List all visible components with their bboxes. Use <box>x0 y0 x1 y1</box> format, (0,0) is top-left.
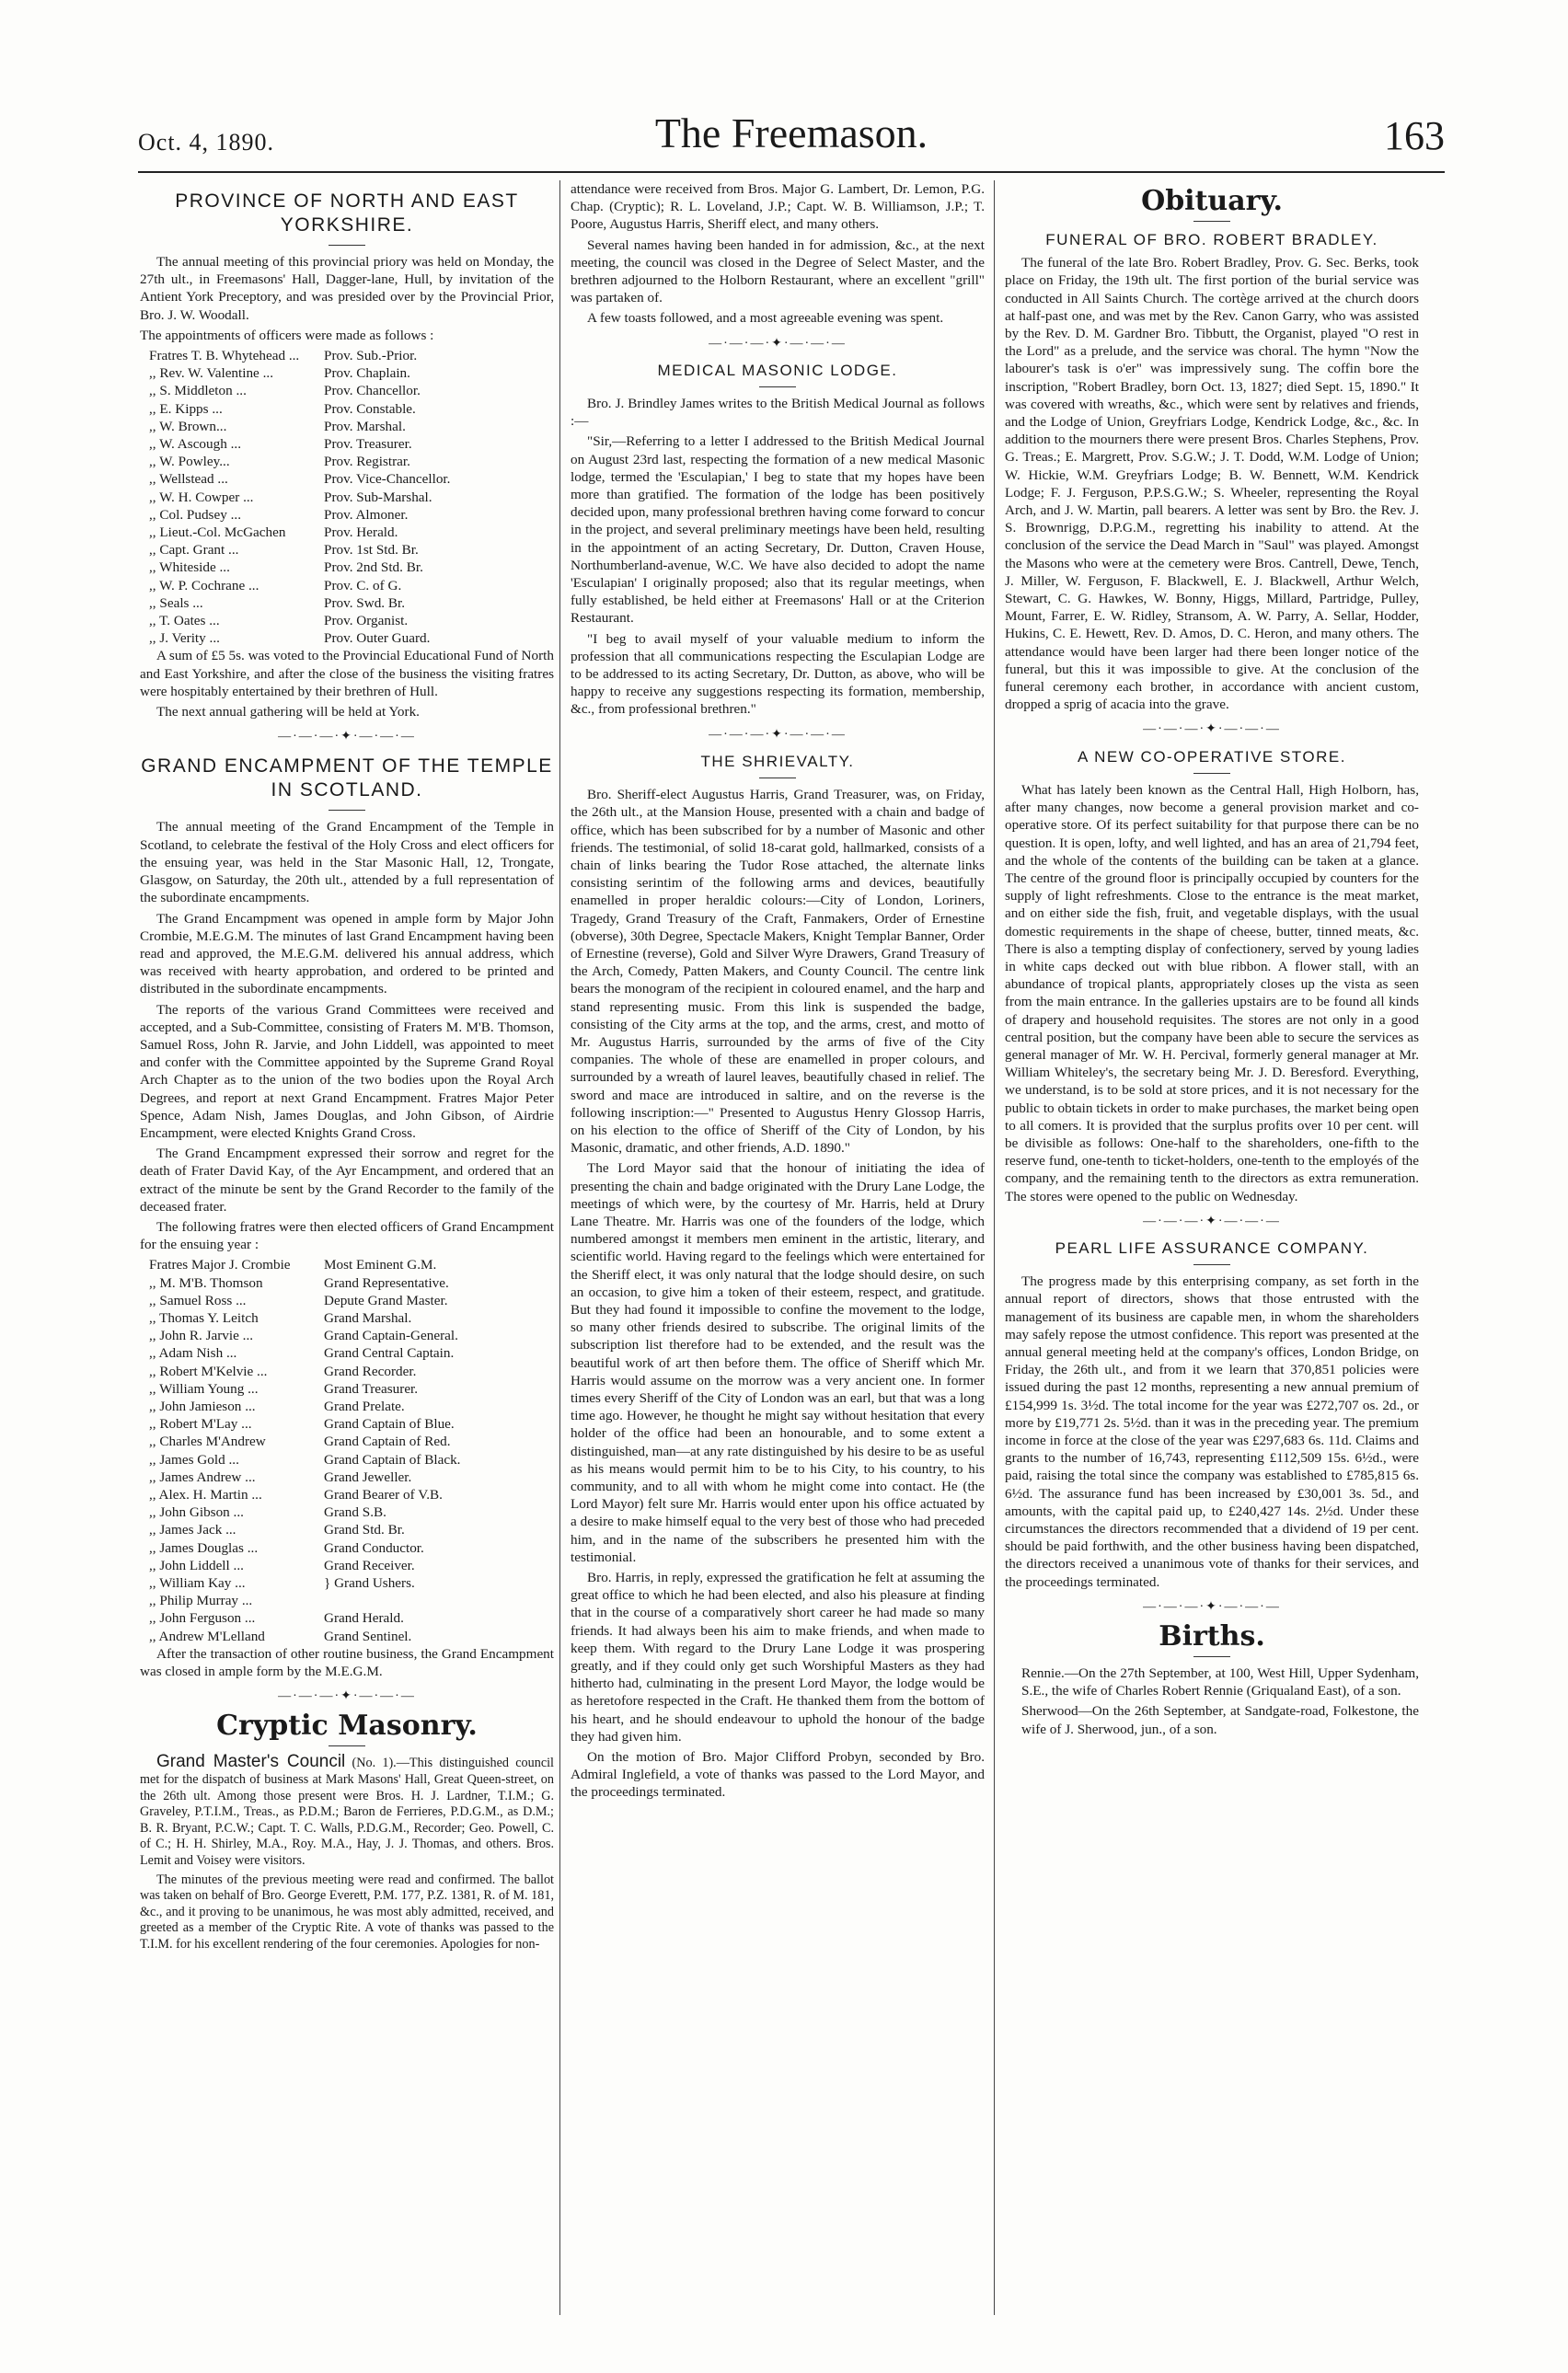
officer-office: Prov. Marshal. <box>324 418 406 434</box>
officer-office: Prov. 1st Std. Br. <box>324 542 419 559</box>
paragraph: "I beg to avail myself of your valuable medium to inform the profession that all communications respecting the Esculapian Lodge are to be addressed to its acting Secretary, Dr. Dutton, as above, who will be happy to receive any suggestions respecting its formation, membership, &c., from professional brethren." <box>571 630 985 718</box>
divider <box>329 810 365 811</box>
ornament-divider: —·—·—·✦·—·—·— <box>1143 722 1281 737</box>
officer-name: ,, Alex. H. Martin ... <box>149 1487 262 1503</box>
paragraph: "Sir,—Referring to a letter I addressed to the British Medical Journal on August 23rd last, respecting the formation of a new medical Masonic lodge, termed the 'Esculapian,' I beg to state that my hopes have been more than gratified. The formation of the lodge has been positively decided upon, many professional brethren having come forward to concur in the project, and several preliminary meetings have been held, resulting in the appointment of an acting Secretary, Dr. Dutton, Craven House, Northumberland-avenue, W.C. We have also decided to adopt the name 'Esculapian' I originally proposed; also that its regular meetings, when fully established, be held either at Freemasons' Hall or at the Criterion Restaurant. <box>571 433 985 627</box>
officer-row <box>140 1380 554 1398</box>
section-heading-cryptic-masonry: Cryptic Masonry. <box>216 1710 478 1743</box>
officer-office: Prov. Treasurer. <box>324 436 412 453</box>
divider <box>1193 221 1230 222</box>
paragraph: The progress made by this enterprising company, as set forth in the annual report of directors, shows that those entrusted with the management of its business are capable men, in whom the shareholders may safely repose the utmost confidence. This report was presented at the annual general meeting held at the company's offices, London Bridge, on Friday, the 26th ult., and from it we learn that 370,851 policies were issued during the past 12 months, representing a new annual premium of £154,999 1s. 3½d. The total income for the year was £272,707 os. 2d., or more by £19,771 2s. 5½d. than it was in the preceding year. The premium income in force at the close of the year was £297,683 6s. 11d. Claims and grants to the number of 16,743, representing £112,509 15s. 6½d., were paid, raising the total since the company was established to £785,815 6s. 6½d. The assurance fund has been increased by £30,001 3s. 5d., and amounts, with the capital paid up, to £240,427 14s. 2½d. Under these circumstances the directors recommended that a dividend of 19 per cent. should be paid forthwith, and the other business having been dispatched, the directors received a unanimous vote of thanks for their services, and the proceedings terminated. <box>1005 1273 1419 1590</box>
officer-office: Grand Captain-General. <box>324 1328 458 1344</box>
officer-office: Prov. Organist. <box>324 613 409 629</box>
paragraph: The Grand Encampment expressed their sorrow and regret for the death of Frater David Kay, of the Ayr Encampment, and ordered that an extract of the minute be sent by the Grand Recorder to the family of the deceased frater. <box>140 1146 554 1215</box>
paragraph: Several names having been handed in for admission, &c., at the next meeting, the council was closed in the Degree of Select Master, and the brethren adjourned to the Holborn Restaurant, where an excellent "grill" was partaken of. <box>571 236 985 306</box>
column-3 <box>1005 180 1419 1741</box>
officer-row <box>140 1274 554 1292</box>
officer-row <box>140 1592 554 1609</box>
officer-row <box>140 400 554 418</box>
ornament-divider: —·—·—·✦·—·—·— <box>1143 1599 1281 1614</box>
officer-name: ,, W. P. Cochrane ... <box>149 577 259 593</box>
ornament-divider: —·—·—·✦·—·—·— <box>278 730 416 744</box>
officer-office: Prov. Constable. <box>324 400 416 417</box>
paragraph: What has lately been known as the Central Hall, High Holborn, has, after many changes, now become a general provision market and co-operative store. Of its perfect suitability for that purpose there can be no question. It is open, lofty, and well lighted, and has an area of 21,794 feet, and the whole of the contents of the building can be taken at a glance. The centre of the ground floor is principally occupied by counters for the supply of light refreshments. Close to the entrance is the meat market, and on either side the fish, fruit, and vegetable displays, with the usual domestic requirements in the shape of cheese, butter, tinned meats, &c. There is also a tempting display of confectionery, served by young ladies in white caps decked out with blue ribbon. A flower stall, with an abundance of tropical plants, appropriately closes up the vista as seen from the main entrance. In the galleries upstairs are to be found all kinds of drapery and household requisites. The stores are not only in a good central position, but the company have been able to secure the services as general manager of Mr. W. H. Percival, formerly general manager at Mr. William Whiteley's, the secretary being Mr. J. D. Beresford. Everything, we understand, is to be sold at store prices, and it is not necessary for the public to obtain tickets in order to make purchases, the market being open to all comers. It is provided that the surplus profits over 10 per cent. will be divisible as follows: One-half to the shareholders, one-fifth to the reserve fund, one-tenth to ticket-holders, one-tenth to the employés of the company, and the remaining tenth to the directors as extra remuneration. The stores were opened to the public on Wednesday. <box>1005 781 1419 1204</box>
officer-row <box>140 1451 554 1469</box>
paragraph: The annual meeting of this provincial priory was held on Monday, the 27th ult., in Freemasons' Hall, Dagger-lane, Hull, by invitation of the Antient York Preceptory, and was presided over by the Provincial Prior, Bro. J. W. Woodall. <box>140 254 554 323</box>
publication-title: The Freemason. <box>654 109 928 156</box>
officer-office: Prov. Herald. <box>324 524 398 541</box>
ornament-divider: —·—·—·✦·—·—·— <box>709 727 847 742</box>
officer-row <box>140 1363 554 1380</box>
officer-office: Prov. Sub.-Prior. <box>324 348 418 364</box>
paragraph: Bro. J. Brindley James writes to the British Medical Journal as follows :— <box>571 396 985 430</box>
officer-name: ,, James Gold ... <box>149 1451 239 1468</box>
officer-name: ,, Col. Pudsey ... <box>149 506 241 523</box>
officer-office: Grand Central Captain. <box>324 1345 455 1362</box>
officer-row <box>140 1433 554 1450</box>
officer-name: ,, Charles M'Andrew <box>149 1434 266 1450</box>
ornament-divider: —·—·—·✦·—·—·— <box>278 1689 416 1704</box>
officer-name: ,, Lieut.-Col. McGachen <box>149 524 286 541</box>
officer-row <box>140 1309 554 1327</box>
divider <box>1193 1656 1230 1657</box>
section-heading-births: Births. <box>1159 1620 1265 1653</box>
officer-row <box>140 594 554 612</box>
officer-name: ,, John Jamieson ... <box>149 1398 256 1414</box>
officer-row <box>140 524 554 541</box>
divider <box>329 245 365 246</box>
officer-office: Grand Conductor. <box>324 1539 424 1556</box>
birth-notice: Rennie.—On the 27th September, at 100, West Hill, Upper Sydenham, S.E., the wife of Charles Robert Rennie (Griqualand East), of a son. <box>1021 1665 1419 1699</box>
paragraph: The next annual gathering will be held at York. <box>156 704 420 720</box>
officer-name: ,, E. Kipps ... <box>149 400 223 417</box>
officer-row <box>140 1503 554 1521</box>
paragraph: On the motion of Bro. Major Clifford Probyn, seconded by Bro. Admiral Inglefield, a vote of thanks was passed to the Lord Mayor, and the proceedings terminated. <box>571 1749 985 1801</box>
officer-row <box>140 418 554 435</box>
officer-name: Fratres T. B. Whytehead ... <box>149 348 300 364</box>
officer-office: Grand Recorder. <box>324 1363 417 1379</box>
officer-office: Grand Prelate. <box>324 1398 405 1414</box>
column-divider <box>994 180 995 2315</box>
officer-row <box>140 1327 554 1344</box>
officer-row <box>140 489 554 506</box>
officer-name: ,, M. M'B. Thomson <box>149 1274 263 1291</box>
officer-row <box>140 629 554 647</box>
paragraph: The appointments of officers were made as follows : <box>140 327 434 343</box>
article-heading-shrievalty: THE SHRIEVALTY. <box>700 752 855 770</box>
officer-name: ,, Thomas Y. Leitch <box>149 1309 259 1326</box>
officer-office: Grand S.B. <box>324 1504 386 1521</box>
officer-office: Grand Representative. <box>324 1274 449 1291</box>
column-1 <box>140 180 554 1956</box>
officer-row <box>140 506 554 524</box>
officer-row <box>140 577 554 594</box>
officer-office: Depute Grand Master. <box>324 1292 448 1308</box>
officer-office: Grand Marshal. <box>324 1309 412 1326</box>
ornament-divider: —·—·—·✦·—·—·— <box>1143 1214 1281 1228</box>
article-heading-medical-lodge: MEDICAL MASONIC LODGE. <box>657 361 898 379</box>
officer-office: Prov. Sub-Marshal. <box>324 489 432 505</box>
divider <box>1193 1264 1230 1265</box>
article-heading-funeral: FUNERAL OF BRO. ROBERT BRADLEY. <box>1045 231 1378 248</box>
paragraph: The funeral of the late Bro. Robert Bradley, Prov. G. Sec. Berks, took place on Friday, the 19th ult. The first portion of the burial service was conducted in All Saints Church. The cortège arrived at the church doors at half-past one, and was met by the Rev. Canon Garry, who was assisted by the Rev. D. M. Gardner Bro. Tibbutt, the Organist, played "O rest in the Lord" as a prelude, and the service was choral. The hymn "Now the labourer's task is o'er" was impressively sung. The coffin bore the inscription, "Robert Bradley, born Oct. 13, 1827; died Sept. 15, 1890." It was covered with wreaths, &c., which were sent by relatives and friends, and the Lodge of Union, Greyfriars Lodge, Kendrick Lodge, &c., &c. In addition to the mourners there were present Bros. Charles Stephens, Prov. G. Treas.; E. Margrett, Prov. S.G.W.; J. T. Dodd, W.M. Lodge of Union; W. Hickie, W.M. Greyfriars Lodge; B. W. Bennett, W.M. Kendrick Lodge; F. J. Ferguson, P.P.S.G.W.; S. Wheeler, representing the Royal Arch, and J. W. Martin, pall bearers. A letter was sent by Bro. the Rev. J. S. Brownrigg, D.P.G.M., regretting his inability to attend. At the conclusion of the service the Dead March in "Saul" was played. Amongst the Masons who were at the cemetery were Bros. Cantrell, Dewe, Tench, J. Miller, W. Ferguson, F. Blackwell, E. J. Blackwell, Arthur Welch, Stewart, C. G. Hawkes, W. Bonny, Higgs, Millard, Partridge, Pulley, Mount, Farrer, E. W. Ridley, Stransom, A. W. Parry, A. Sellar, Hodder, Hukins, C. E. Hewett, Rev. D. Amos, D. C. Heron, and many others. The attendance would have been larger had there been longer notice of the funeral, but this it was impossible to give. At the conclusion of the funeral ceremony each brother, in accordance with ancient custom, dropped a sprig of acacia into the grave. <box>1005 255 1419 713</box>
officer-row <box>140 541 554 559</box>
officer-office: Grand Receiver. <box>324 1557 415 1573</box>
article-heading-grand-encampment: GRAND ENCAMPMENT OF THE TEMPLE IN SCOTLAND. <box>141 755 553 801</box>
paragraph: The annual meeting of the Grand Encampment of the Temple in Scotland, to celebrate the festival of the Holy Cross and elect officers for the ensuing year, was held in the Star Masonic Hall, 12, Trongate, Glasgow, on Saturday, the 20th ult., attended by a full representation of the subordinate encampments. <box>140 819 554 906</box>
officer-name: ,, Capt. Grant ... <box>149 542 239 559</box>
officer-row <box>140 347 554 364</box>
officers-table-north-east <box>140 347 554 647</box>
officer-row <box>140 1469 554 1486</box>
officer-name: ,, Samuel Ross ... <box>149 1292 247 1308</box>
officer-name: ,, S. Middleton ... <box>149 383 247 399</box>
officer-row <box>140 1398 554 1415</box>
officer-office: Prov. Swd. Br. <box>324 594 406 611</box>
paragraph: The minutes of the previous meeting were read and confirmed. The ballot was taken on behalf of Bro. George Everett, P.M. 177, P.Z. 1381, R. of M. 181, &c., and it proving to be unanimous, he was most ably admitted, received, and greeted as a member of the Cryptic Rite. A vote of thanks was passed to the T.I.M. for his excellent rendering of the four ceremonies. Apologies for non- <box>140 1872 554 1952</box>
officer-office: Prov. 2nd Std. Br. <box>324 559 423 576</box>
article-heading-pearl-life: PEARL LIFE ASSURANCE COMPANY. <box>1055 1238 1369 1257</box>
officer-office: Prov. Almoner. <box>324 506 409 523</box>
officer-row <box>140 559 554 576</box>
officer-row <box>140 435 554 453</box>
officer-name: ,, Adam Nish ... <box>149 1345 237 1362</box>
officer-name: ,, Philip Murray ... <box>149 1593 253 1609</box>
officer-row <box>140 382 554 399</box>
issue-date: Oct. 4, 1890. <box>138 129 275 156</box>
officer-row <box>140 1521 554 1538</box>
officer-name: ,, Robert M'Lay ... <box>149 1416 252 1433</box>
officer-name: ,, W. H. Cowper ... <box>149 489 254 505</box>
officer-name: ,, John R. Jarvie ... <box>149 1328 254 1344</box>
officer-name: ,, James Jack ... <box>149 1522 236 1538</box>
officer-office: Grand Std. Br. <box>324 1522 405 1538</box>
paragraph: After the transaction of other routine business, the Grand Encampment was closed in ample form by the M.E.G.M. <box>140 1645 554 1680</box>
officer-row <box>140 1539 554 1557</box>
officer-name: ,, W. Brown... <box>149 418 227 434</box>
article-heading-north-east: PROVINCE OF NORTH AND EAST YORKSHIRE. <box>175 190 519 236</box>
officer-name: ,, W. Ascough ... <box>149 436 241 453</box>
section-heading-obituary: Obituary. <box>1141 185 1283 217</box>
officer-name: ,, John Liddell ... <box>149 1557 244 1573</box>
officer-name: ,, James Douglas ... <box>149 1539 259 1556</box>
officer-row <box>140 364 554 382</box>
officer-name: ,, John Ferguson ... <box>149 1610 256 1627</box>
article-heading-cooperative-store: A NEW CO-OPERATIVE STORE. <box>1078 747 1346 766</box>
paragraph: A sum of £5 5s. was voted to the Provincial Educational Fund of North and East Yorkshire, and after the close of the business the visiting fratres were hospitably entertained by their brethren of Hull. <box>140 648 554 699</box>
officer-office: } Grand Ushers. <box>324 1575 415 1592</box>
masthead <box>138 109 1445 164</box>
officer-office: Prov. Registrar. <box>324 454 410 470</box>
officer-row <box>140 1557 554 1574</box>
officer-row <box>140 1609 554 1627</box>
officer-name: ,, John Gibson ... <box>149 1504 244 1521</box>
officer-office: Prov. Outer Guard. <box>324 630 431 647</box>
officer-name: ,, W. Powley... <box>149 454 230 470</box>
officer-name: ,, William Young ... <box>149 1380 259 1397</box>
officer-office: Grand Bearer of V.B. <box>324 1487 443 1503</box>
officer-name: ,, J. Verity ... <box>149 630 220 647</box>
officer-name: ,, Rev. W. Valentine ... <box>149 365 273 382</box>
paragraph: The Lord Mayor said that the honour of initiating the idea of presenting the chain and badge originated with the Drury Lane Lodge, the meetings of which were, by the courtesy of Mr. Harris, held at Drury Lane Theatre. Mr. Harris was one of the founders of the lodge, which numbered amongst it members men eminent in the artistic, literary, and scientific world. Having regard to the feelings which were entertained for the Sheriff elect, it was only natural that the lodge should desire, on such an occasion, to give him a token of their esteem, respect, and gratitude. But they had found it impossible to confine the movement to the lodge, so many other friends desired to subscribe. The original limits of the subscription list therefore had to be extended, and the result was the beautiful work of art then before them. The office of Sheriff which Mr. Harris would assume on the morrow was a very ancient one. In former times every Sheriff of the City of London was an earl, but that was a long time ago. However, he thought he might say without hesitation that every holder of the office had been an honourable, and to some extent a distinguished, man—at any rate distinguished by his desire to be as useful as his means would permit him to be to his City, to his country, to his community, and to all with whom he might come into contact. He (the Lord Mayor) felt sure Mr. Harris would enter upon his office actuated by a desire to make himself equal to the very best of those who had preceded him, and in the name of the subscribers he presented him with the testimonial. <box>571 1160 985 1565</box>
page-number: 163 <box>1384 113 1445 158</box>
paragraph: (No. 1).—This distinguished council met for the dispatch of business at Mark Masons' Hall, Great Queen-street, on the 26th ult. Among those present were Bros. H. J. Lardner, T.I.M.; G. Graveley, P.T.I.M., Treas., as P.D.M.; Baron de Ferrieres, P.D.G.M., as D.M.; B. R. Bryant, P.C.W.; Capt. T. C. Walls, P.D.G.M., Recorder; Geo. Powell, C. of C.; H. H. Shirley, M.A., Roy. M.A., Hay, J. J. Thomas, and others. Bros. Lemit and Voisey were visitors. <box>140 1756 554 1868</box>
officer-name: ,, Wellstead ... <box>149 471 228 488</box>
officer-office: Prov. Chancellor. <box>324 383 421 399</box>
officer-name: ,, Andrew M'Lelland <box>149 1628 265 1644</box>
ornament-divider: —·—·—·✦·—·—·— <box>709 336 847 351</box>
officer-office: Prov. C. of G. <box>324 577 402 593</box>
officer-name: ,, Robert M'Kelvie ... <box>149 1363 268 1379</box>
column-2 <box>571 180 985 1804</box>
paragraph: Bro. Sheriff-elect Augustus Harris, Grand Treasurer, was, on Friday, the 26th ult., at the Mansion House, presented with a chain and badge of office, which has been subscribed for by a number of Masonic and other friends. The testimonial, of solid 18-carat gold, hallmarked, consists of a chain of links bearing the Tudor Rose attached, the alternate links consisting serintim of the following arms and devices, beautifully enamelled in proper heraldic colours:—City of London, Loriners, Tragedy, Grand Treasury of the Craft, Fanmakers, Order of Ernestine (obverse), 30th Degree, Spectacle Makers, Knight Templar Banner, Order of Ernestine (reverse), Gold and Silver Wyre Drawers, Grand Treasury of the Arch, Comedy, Patten Makers, and County Council. The centre link bears the monogram of the recipient in coloured enamel, and the harp and stand representing music. From this link is suspended the badge, consisting of the City arms at the top, and the arms, crest, and motto of Mr. Augustus Harris, surrounded by the arms of five of the City companies. The whole of these are enamelled in proper colours, and surrounded by a wreath of laurel leaves, beautifully chased in relief. The sword and mace are introduced in saltire, and on the reverse is the following inscription:—" Presented to Augustus Henry Glossop Harris, on his election to the office of Sheriff of the City of London, by his Masonic, dramatic, and other friends, A.D. 1890." <box>571 787 985 1157</box>
officer-row <box>140 470 554 488</box>
column-divider <box>559 180 560 2315</box>
officer-row <box>140 1574 554 1592</box>
paragraph: The reports of the various Grand Committees were received and accepted, and a Sub-Committee, consisting of Fraters M. M'B. Thomson, Samuel Ross, John R. Jarvie, and John Liddell, was appointed to meet and confer with the Committee appointed by the Supreme Grand Royal Arch Chapter as to the union of the two bodies upon the Royal Arch Degrees, and report at next Grand Encampment. Fratres Major Peter Spence, Adam Nish, James Douglas, and John Gibson, of Airdrie Encampment, were elected Knights Grand Cross. <box>140 1001 554 1141</box>
officer-row <box>140 1292 554 1309</box>
officer-name: ,, James Andrew ... <box>149 1469 256 1485</box>
officer-row <box>140 1415 554 1433</box>
officer-office <box>324 1592 554 1609</box>
officer-name: ,, William Kay ... <box>149 1575 246 1592</box>
paragraph: The following fratres were then elected officers of Grand Encampment for the ensuing year : <box>140 1218 554 1253</box>
divider <box>1193 773 1230 774</box>
birth-notice: Sherwood—On the 26th September, at Sandgate-road, Folkestone, the wife of J. Sherwood, jun., of a son. <box>1021 1703 1419 1737</box>
officer-row <box>140 612 554 629</box>
paragraph: attendance were received from Bros. Major G. Lambert, Dr. Lemon, P.G. Chap. (Cryptic); R. L. Loveland, J.P.; Capt. W. B. Williamson, J.P.; T. Poore, Augustus Harris, Sheriff elect, and many others. <box>571 181 985 233</box>
officer-row <box>140 1256 554 1273</box>
officer-name: Fratres Major J. Crombie <box>149 1257 291 1273</box>
divider <box>329 1745 365 1746</box>
officer-name: ,, T. Oates ... <box>149 613 220 629</box>
officer-office: Prov. Vice-Chancellor. <box>324 471 451 488</box>
officer-name: ,, Whiteside ... <box>149 559 230 576</box>
officer-row <box>140 453 554 470</box>
officer-row <box>140 1486 554 1503</box>
births-list <box>1005 1665 1419 1738</box>
paragraph: Bro. Harris, in reply, expressed the gratification he felt at assuming the great office to which he had been elected, and also his pleasure at finding that in the course of a comparatively short career he had made so many friends. It had always been his aim to make friends, and when made to keep them. With regard to the Drury Lane Lodge it was prospering greatly, and if they could only get such Worshipful Masters as they had hitherto had, culminating in the present Lord Mayor, the lodge would be as heretofore respected in the Craft. He thanked them from the bottom of his heart, and he should endeavour to uphold the honour of the badge they had given him. <box>571 1570 985 1745</box>
officer-office: Grand Captain of Red. <box>324 1434 451 1450</box>
divider <box>759 386 796 387</box>
officer-office: Most Eminent G.M. <box>324 1257 437 1273</box>
paragraph: The Grand Encampment was opened in ample form by Major John Crombie, M.E.G.M. The minutes of last Grand Encampment having been read and approved, the M.E.G.M. delivered his annual address, which was received with hearty approbation, and ordered to be printed and distributed in the subordinate encampments. <box>140 910 554 997</box>
officer-row <box>140 1344 554 1362</box>
officer-row <box>140 1628 554 1645</box>
header-rule <box>138 171 1445 173</box>
paragraph: A few toasts followed, and a most agreeable evening was spent. <box>587 310 944 327</box>
officer-office: Grand Sentinel. <box>324 1628 412 1644</box>
officer-office: Grand Captain of Black. <box>324 1451 461 1468</box>
subheading-grand-masters-council: Grand Master's Council <box>156 1752 346 1772</box>
officers-table-grand-encampment <box>140 1256 554 1644</box>
officer-office: Grand Treasurer. <box>324 1380 419 1397</box>
officer-office: Grand Herald. <box>324 1610 404 1627</box>
officer-office: Grand Jeweller. <box>324 1469 412 1485</box>
officer-name: ,, Seals ... <box>149 594 203 611</box>
officer-office: Prov. Chaplain. <box>324 365 410 382</box>
officer-office: Grand Captain of Blue. <box>324 1416 455 1433</box>
